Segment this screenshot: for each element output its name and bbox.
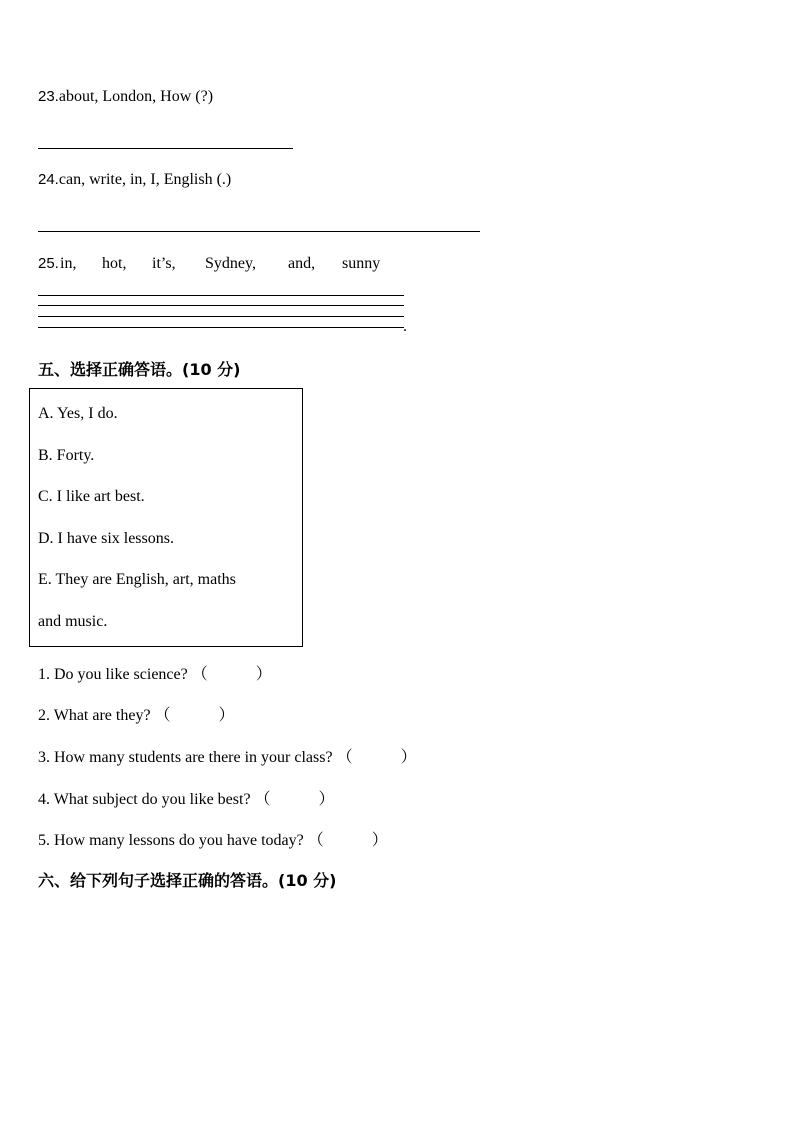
- option-b: B. Forty.: [38, 447, 95, 464]
- word: Sydney,: [205, 255, 256, 272]
- option-a: A. Yes, I do.: [38, 405, 118, 422]
- question-text: 4. What subject do you like best?: [38, 791, 251, 808]
- question-text: 1. Do you like science?: [38, 666, 188, 683]
- question-text: 5. How many lessons do you have today?: [38, 832, 304, 849]
- question-23: [38, 88, 213, 106]
- question-text: 2. What are they?: [38, 707, 151, 724]
- question-24: [38, 171, 231, 189]
- question-number: 23.: [38, 88, 59, 105]
- answer-blank[interactable]: （ ）: [336, 749, 417, 766]
- option-c: C. I like art best.: [38, 488, 145, 505]
- word: it’s,: [152, 255, 176, 272]
- answer-line[interactable]: [38, 305, 404, 306]
- option-e-continued: and music.: [38, 613, 108, 630]
- section-5-title: 五、选择正确答语。(10 分): [38, 360, 241, 379]
- word: hot,: [102, 255, 127, 272]
- answer-blank[interactable]: （ ）: [307, 832, 388, 849]
- answer-line[interactable]: [38, 327, 404, 328]
- question-5: [38, 827, 388, 850]
- word: in,: [60, 255, 77, 272]
- word: and,: [288, 255, 316, 272]
- word: sunny: [342, 255, 381, 272]
- question-text: 3. How many students are there in your class?: [38, 749, 333, 766]
- question-text: about, London, How (?): [58, 88, 214, 105]
- question-25: [38, 255, 438, 277]
- options-box: [29, 388, 303, 647]
- option-d: D. I have six lessons.: [38, 530, 174, 547]
- end-period: .: [403, 318, 407, 335]
- answer-line[interactable]: [38, 295, 404, 296]
- answer-blank[interactable]: （ ）: [254, 791, 335, 808]
- option-e: E. They are English, art, maths: [38, 571, 236, 588]
- question-text: can, write, in, I, English (.): [58, 171, 232, 188]
- answer-line[interactable]: [38, 316, 404, 317]
- answer-blank[interactable]: （ ）: [154, 707, 235, 724]
- question-2: [38, 702, 235, 725]
- question-number: 24.: [38, 171, 59, 188]
- section-6-title: 六、给下列句子选择正确的答语。(10 分): [38, 871, 337, 890]
- question-4: [38, 786, 335, 809]
- answer-line[interactable]: [38, 231, 480, 232]
- question-3: [38, 744, 417, 767]
- answer-line[interactable]: [38, 148, 293, 149]
- question-number: 25.: [38, 255, 59, 272]
- question-1: [38, 661, 272, 684]
- answer-blank[interactable]: （ ）: [191, 666, 272, 683]
